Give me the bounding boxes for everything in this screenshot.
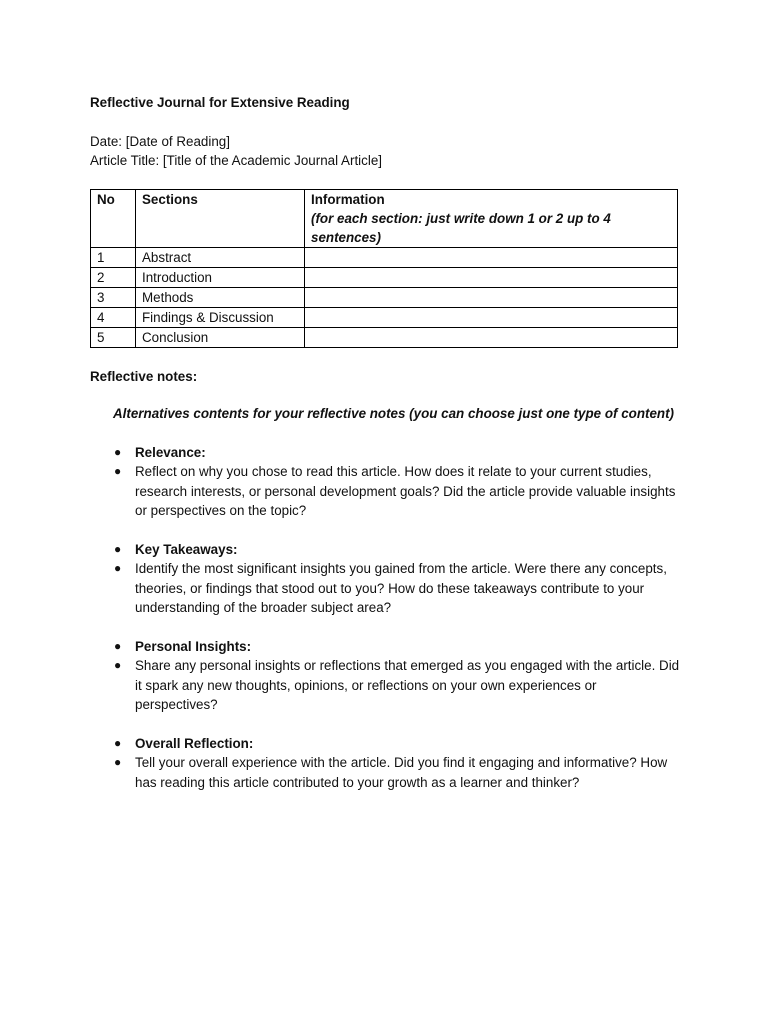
header-information [305, 189, 678, 247]
table-row [91, 307, 678, 327]
prompt-text: Reflect on why you chose to read this article. How does it relate to your current studies, research interests, or personal development goals? Did the article provide valuable insights or perspectives on the topic? [135, 464, 676, 518]
prompt-text-row [90, 462, 680, 521]
bullet-icon: ● [114, 735, 122, 750]
bullet-icon: ● [114, 561, 122, 575]
prompt-text: Tell your overall experience with the article. Did you find it engaging and informative? How has reading this article contributed to your growth as a learner and thinker? [135, 755, 668, 790]
prompt-heading: Overall Reflection: [135, 735, 254, 751]
article-title-line: Article Title: [Title of the Academic Journal Article] [90, 153, 382, 168]
table-row [91, 287, 678, 307]
prompt-text: Share any personal insights or reflections that emerged as you engaged with the article. Did it spark any new thoughts, opinions, or reflections on your own experiences or perspectives? [135, 658, 680, 712]
row-no: 4 [91, 307, 136, 327]
row-section: Methods [136, 287, 305, 307]
bullet-icon: ● [114, 444, 122, 459]
bullet-icon: ● [114, 755, 122, 769]
bullet-icon: ● [114, 464, 122, 478]
bullet-icon: ● [114, 638, 122, 653]
reflective-notes-heading: Reflective notes: [90, 368, 198, 384]
prompt-heading-row [90, 540, 680, 560]
date-line: Date: [Date of Reading] [90, 133, 230, 149]
prompt-key-takeaways [90, 540, 680, 618]
table-row [91, 267, 678, 287]
prompt-relevance [90, 443, 680, 521]
meta-block [90, 132, 680, 171]
prompt-heading-row [90, 734, 680, 754]
row-no: 2 [91, 267, 136, 287]
row-info[interactable] [305, 307, 678, 327]
row-info[interactable] [305, 287, 678, 307]
table-row [91, 247, 678, 267]
row-info[interactable] [305, 247, 678, 267]
row-info[interactable] [305, 327, 678, 347]
prompt-heading-row [90, 443, 680, 463]
prompt-text-row [90, 753, 680, 792]
table-header-row [91, 189, 678, 247]
bullet-icon: ● [114, 658, 122, 672]
row-section: Conclusion [136, 327, 305, 347]
prompt-personal-insights [90, 637, 680, 715]
header-sections: Sections [136, 189, 305, 247]
header-no: No [91, 189, 136, 247]
prompt-text: Identify the most significant insights you gained from the article. Were there any concepts, theories, or findings that stood out to you? How do these takeaways contribute to your understanding of the broader subject area? [135, 561, 667, 615]
prompt-overall-reflection [90, 734, 680, 793]
row-info[interactable] [305, 267, 678, 287]
document-page [90, 93, 680, 792]
header-information-note: (for each section: just write down 1 or 2 up to 4 sentences) [311, 210, 611, 245]
prompt-text-row [90, 656, 680, 715]
row-no: 3 [91, 287, 136, 307]
header-information-label: Information [311, 191, 385, 207]
document-title: Reflective Journal for Extensive Reading [90, 95, 350, 110]
prompt-text-row [90, 559, 680, 618]
row-no: 1 [91, 247, 136, 267]
prompt-heading: Relevance: [135, 444, 206, 460]
row-no: 5 [91, 327, 136, 347]
bullet-icon: ● [114, 541, 122, 556]
prompt-heading-row [90, 637, 680, 657]
row-section: Findings & Discussion [136, 307, 305, 327]
row-section: Introduction [136, 267, 305, 287]
table-row [91, 327, 678, 347]
row-section: Abstract [136, 247, 305, 267]
sections-table [90, 189, 678, 348]
prompt-heading: Personal Insights: [135, 638, 252, 654]
alternatives-heading: Alternatives contents for your reflective notes (you can choose just one type of content) [113, 406, 675, 421]
prompt-heading: Key Takeaways: [135, 541, 238, 557]
